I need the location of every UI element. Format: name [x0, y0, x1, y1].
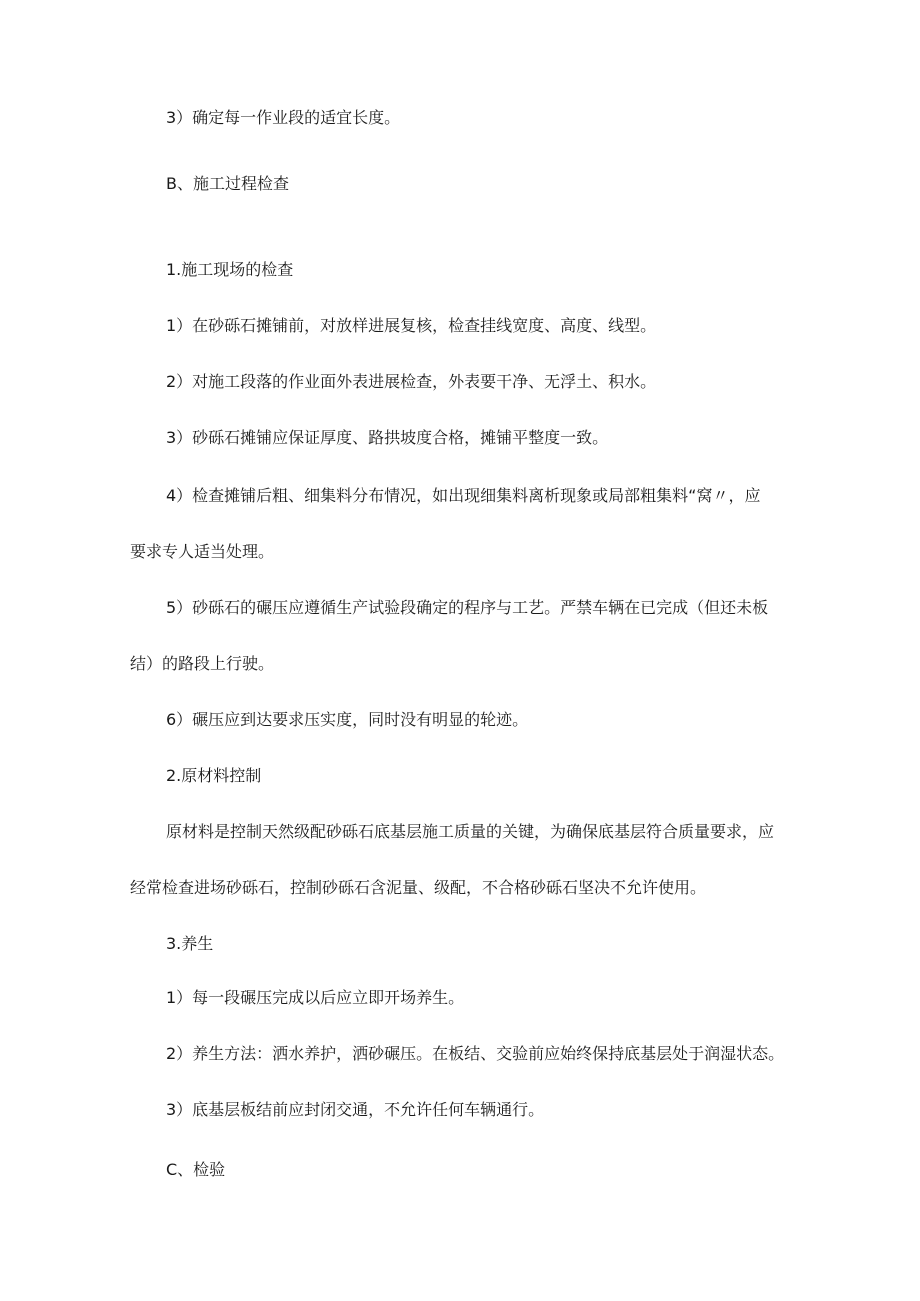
list-item-3: 3）砂砾石摊铺应保证厚度、路拱坡度合格，摊铺平整度一致。 — [166, 428, 609, 447]
subsection-heading-1: 1.施工现场的检查 — [166, 260, 294, 279]
paragraph-line-2: 经常检查进场砂砾石，控制砂砾石含泥量、级配，不合格砂砾石坚决不允许使用。 — [130, 878, 707, 897]
list-item-curing-3: 3）底基层板结前应封闭交通，不允许任何车辆通行。 — [166, 1100, 545, 1119]
subsection-heading-3: 3.养生 — [166, 934, 214, 953]
list-item-curing-1: 1）每一段碾压完成以后应立即开场养生。 — [166, 988, 465, 1007]
section-heading-c: C、检验 — [166, 1160, 226, 1179]
list-item-4-line-2: 要求专人适当处理。 — [130, 542, 275, 561]
list-item-curing-2: 2）养生方法：洒水养护，洒砂碾压。在板结、交验前应始终保持底基层处于润湿状态。 — [166, 1044, 785, 1063]
list-item-5-line-2: 结）的路段上行驶。 — [130, 654, 275, 673]
subsection-heading-2: 2.原材料控制 — [166, 766, 262, 785]
list-item-1: 1）在砂砾石摊铺前，对放样进展复核，检查挂线宽度、高度、线型。 — [166, 316, 657, 335]
list-item-2: 2）对施工段落的作业面外表进展检查，外表要干净、无浮土、积水。 — [166, 372, 657, 391]
list-item-6: 6）碾压应到达要求压实度，同时没有明显的轮迹。 — [166, 710, 529, 729]
list-item-4-line-1: 4）检查摊铺后粗、细集料分布情况，如出现细集料离析现象或局部粗集料“窝〃，应 — [166, 486, 761, 505]
list-item-determine-segment-length: 3）确定每一作业段的适宜长度。 — [166, 108, 401, 127]
list-item-5-line-1: 5）砂砾石的碾压应遵循生产试验段确定的程序与工艺。严禁车辆在已完成（但还未板 — [166, 598, 769, 617]
section-heading-b: B、施工过程检查 — [166, 174, 289, 193]
paragraph-line-1: 原材料是控制天然级配砂砾石底基层施工质量的关键，为确保底基层符合质量要求，应 — [166, 822, 775, 841]
